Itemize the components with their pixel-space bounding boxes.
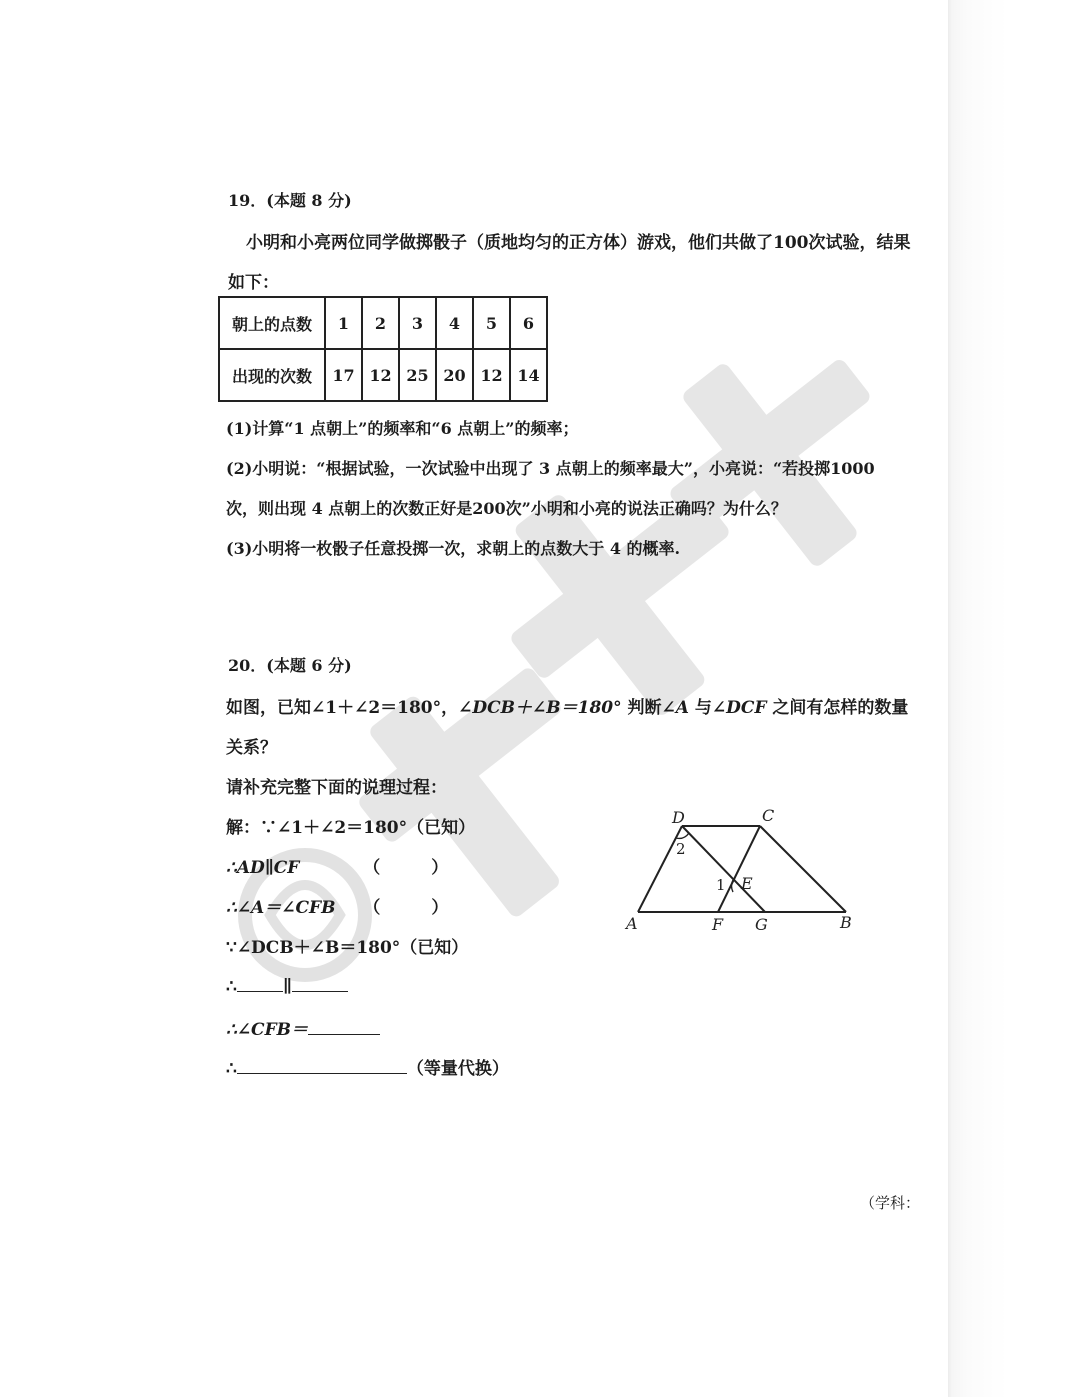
q20-problem-f: DCF — [726, 698, 767, 718]
q20-step7-blank[interactable] — [237, 1057, 407, 1074]
q20-step4: ∵∠DCB＋∠B＝180°（已知） — [226, 938, 469, 958]
table-cell-label: 出现的次数 — [219, 349, 325, 401]
segment-ad — [638, 826, 682, 912]
q19-part2-line2: 次，则出现 4 点朝上的次数正好是200次”小明和小亮的说法正确吗？为什么？ — [226, 499, 787, 518]
q20-step7-reason: （等量代换） — [406, 1059, 509, 1079]
table-cell: 1 — [325, 297, 362, 349]
table-cell: 20 — [436, 349, 473, 401]
table-cell: 6 — [510, 297, 547, 349]
q20-problem-a: 如图，已知∠1＋∠2＝180°， — [226, 698, 459, 718]
q20-problem-d: A — [675, 698, 689, 718]
q20-instruction: 请补充完整下面的说理过程： — [226, 778, 447, 798]
table-cell-label: 朝上的点数 — [219, 297, 325, 349]
table-row — [219, 349, 547, 401]
q20-problem-c: 判断∠ — [621, 698, 676, 718]
q19-part3: (3)小明将一枚骰子任意投掷一次，求朝上的点数大于 4 的概率. — [226, 539, 681, 558]
q20-step5-blank-right[interactable] — [292, 975, 348, 992]
point-label-g: G — [755, 915, 768, 934]
q20-header: 20．(本题 6 分) — [228, 656, 352, 675]
q20-problem-e: 与∠ — [689, 698, 727, 718]
q19-part2-line1: (2)小明说：“根据试验，一次试验中出现了 3 点朝上的频率最大”，小亮说：“若投掷1000 — [226, 459, 875, 478]
table-cell: 25 — [399, 349, 436, 401]
point-label-b: B — [840, 913, 852, 932]
q20-step3 — [226, 893, 448, 918]
q20-step6-blank[interactable] — [308, 1018, 380, 1035]
q20-step7-prefix: ∴ — [226, 1059, 237, 1079]
q19-intro-line2: 如下： — [228, 273, 279, 293]
q20-step6-prefix: ∴∠CFB＝ — [226, 1020, 309, 1040]
q20-problem — [226, 693, 908, 718]
point-label-e: E — [741, 874, 753, 893]
point-label-c: C — [762, 806, 775, 825]
angle-1-arc — [732, 880, 734, 892]
q20-step5-parallel: ∥ — [282, 977, 292, 997]
q20-problem-line2: 关系？ — [226, 738, 277, 758]
q20-problem-g: 之间有怎样的数量 — [766, 698, 909, 718]
q20-step1: 解：∵∠1＋∠2＝180°（已知） — [226, 818, 476, 838]
table-row — [219, 297, 547, 349]
point-label-f: F — [712, 915, 724, 934]
q20-step3-reason-blank[interactable]: （ ） — [363, 898, 449, 918]
q19-header: 19．(本题 8 分) — [228, 191, 352, 210]
table-cell: 3 — [399, 297, 436, 349]
q20-step2-expr: ∴AD∥CF — [226, 858, 300, 878]
q20-step5 — [226, 975, 348, 997]
q20-problem-b: ∠DCB＋∠B＝180° — [458, 698, 622, 718]
table-cell: 12 — [362, 349, 399, 401]
table-cell: 12 — [473, 349, 510, 401]
q20-step5-prefix: ∴ — [226, 977, 237, 997]
q20-step2-reason-blank[interactable]: （ ） — [363, 858, 449, 878]
table-cell: 14 — [510, 349, 547, 401]
q20-step7 — [226, 1054, 509, 1079]
dice-results-table — [218, 296, 548, 402]
page-edge-shadow — [948, 0, 1080, 1397]
q20-step5-blank-left[interactable] — [237, 975, 283, 992]
q19-part1: (1)计算“1 点朝上”的频率和“6 点朝上”的频率； — [226, 419, 579, 438]
q20-step6 — [226, 1015, 380, 1040]
q20-step3-expr: ∴∠A＝∠CFB — [226, 898, 336, 918]
table-cell: 17 — [325, 349, 362, 401]
q20-step2 — [226, 853, 448, 878]
footer-subject: （学科： — [860, 1194, 921, 1212]
segment-cb — [760, 826, 846, 912]
table-cell: 4 — [436, 297, 473, 349]
table-cell: 5 — [473, 297, 510, 349]
point-label-a: A — [626, 914, 638, 933]
geometry-figure — [620, 800, 870, 940]
table-cell: 2 — [362, 297, 399, 349]
q19-intro-line1: 小明和小亮两位同学做掷骰子（质地均匀的正方体）游戏，他们共做了100次试验，结果 — [246, 233, 911, 253]
point-label-d: D — [672, 808, 685, 827]
angle-label-1: 1 — [716, 876, 726, 894]
angle-label-2: 2 — [676, 840, 686, 858]
